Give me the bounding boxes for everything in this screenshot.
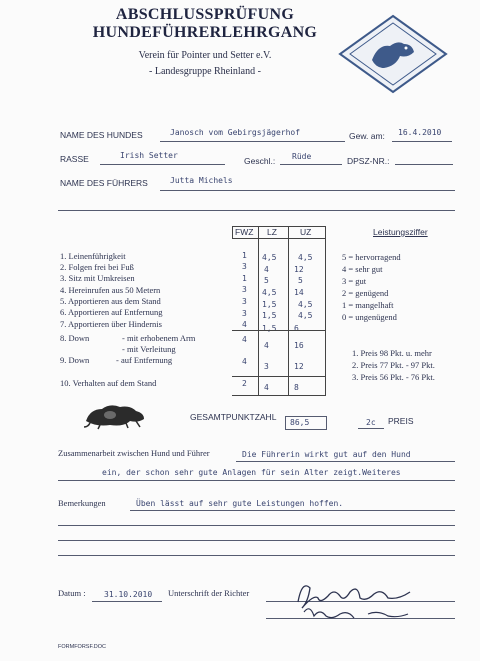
lz-cell: 4,5 [262, 288, 277, 297]
handler-name-label: NAME DES FÜHRERS [60, 178, 148, 188]
table-row: 10. Verhalten auf dem Stand [60, 378, 157, 388]
remarks-line-3 [58, 540, 455, 541]
dog-name-label: NAME DES HUNDES [60, 130, 143, 140]
sex-line [280, 164, 342, 165]
regional-group: - Landesgruppe Rheinland - [149, 66, 261, 77]
fwz-cell: 3 [242, 262, 247, 271]
cooperation-label: Zusammenarbeit zwischen Hund und Führer [58, 448, 210, 458]
prize-value: 2c [366, 418, 376, 427]
club-name: Verein für Pointer und Setter e.V. [138, 50, 272, 61]
uz-cell: 4,5 [298, 311, 313, 320]
table-row: 5. Apportieren aus dem Stand [60, 296, 161, 306]
remarks-line-4 [58, 555, 455, 556]
fwz-cell: 4 [242, 357, 247, 366]
handler-name-line [160, 190, 455, 191]
lz-cell: 1,5 [262, 311, 277, 320]
dog-illustration [80, 395, 150, 430]
fwz-cell: 1 [242, 274, 247, 283]
dpsz-label: DPSZ-NR.: [347, 156, 390, 166]
prize-legend-2: 2. Preis 77 Pkt. - 97 Pkt. [352, 360, 435, 370]
lz-cell: 4,5 [262, 253, 277, 262]
legend-item: 2 = genügend [342, 288, 389, 298]
cooperation-line-2 [58, 480, 455, 481]
table-row: 7. Apportieren über Hindernis [60, 319, 162, 329]
cooperation-text-2: ein, der schon sehr gute Anlagen für sein Alter zeigt.Weiteres [102, 468, 401, 477]
legend-item: 0 = ungenügend [342, 312, 397, 322]
table-row: 2. Folgen frei bei Fuß [60, 262, 134, 272]
uz-cell: 14 [294, 288, 304, 297]
document-subtitle-title: HUNDEFÜHRERLEHRGANG [92, 24, 318, 41]
breed-line [100, 164, 225, 165]
dpsz-line [395, 164, 453, 165]
breed-value: Irish Setter [120, 151, 178, 160]
legend-item: 3 = gut [342, 276, 367, 286]
lz-cell: 3 [264, 362, 269, 371]
form-code: FORMFORSF.DOC [58, 644, 106, 650]
fwz-cell: 3 [242, 297, 247, 306]
lz-cell: 1,5 [262, 300, 277, 309]
total-points-label: GESAMTPUNKTZAHL [190, 412, 277, 422]
lz-cell: 4 [264, 341, 269, 350]
lz-cell: 4 [264, 383, 269, 392]
fwz-cell: 2 [242, 379, 247, 388]
handler-name-value: Jutta Michels [170, 176, 233, 185]
cooperation-text-1: Die Führerin wirkt gut auf den Hund [242, 450, 411, 459]
table-row: 6. Apportieren auf Entfernung [60, 307, 163, 317]
whelped-label: Gew. am: [349, 131, 385, 141]
whelped-line [392, 141, 452, 142]
lz-cell: 4 [264, 265, 269, 274]
dog-name-value: Janosch vom Gebirgsjägerhof [170, 128, 301, 137]
remarks-text-1: Üben lässt auf sehr gute Leistungen hoffen. [136, 499, 344, 508]
fwz-cell: 4 [242, 335, 247, 344]
uz-cell: 8 [294, 383, 299, 392]
fwz-cell: 3 [242, 309, 247, 318]
sex-value: Rüde [292, 152, 312, 161]
col-lz-header: LZ [267, 227, 277, 237]
handler-extra-line [58, 210, 455, 211]
remarks-label: Bemerkungen [58, 498, 106, 508]
prize-label: PREIS [388, 416, 414, 426]
total-points-box [285, 416, 327, 430]
table-row: 1. Leinenführigkeit [60, 251, 126, 261]
date-value: 31.10.2010 [104, 590, 153, 599]
dog-name-line [160, 141, 345, 142]
fwz-cell: 1 [242, 251, 247, 260]
col-leistung-header: Leistungsziffer [373, 227, 428, 237]
date-label: Datum : [58, 588, 86, 598]
prize-legend-3: 3. Preis 56 Pkt. - 76 Pkt. [352, 372, 435, 382]
col-fwz-header: FWZ [235, 227, 254, 237]
uz-cell: 4,5 [298, 300, 313, 309]
remarks-line-2 [58, 525, 455, 526]
sex-label: Geschl.: [244, 156, 276, 166]
lz-cell: 1,5 [262, 324, 277, 333]
total-points-value: 86,5 [290, 418, 310, 427]
breed-label: RASSE [60, 154, 89, 164]
table-row: 9. Down [60, 355, 90, 365]
legend-item: 4 = sehr gut [342, 264, 383, 274]
uz-cell: 12 [294, 265, 304, 274]
cooperation-line-1 [236, 461, 455, 462]
row-sub-label: - mit Verleitung [122, 344, 176, 354]
row-sub-label: - mit erhobenem Arm [122, 333, 196, 343]
col-uz-header: UZ [300, 227, 312, 237]
table-row: 3. Sitz mit Umkreisen [60, 273, 135, 283]
document-title: ABSCHLUSSPRÜFUNG [115, 6, 295, 23]
club-logo [338, 14, 448, 94]
row-sub-label: - auf Entfernung [116, 355, 173, 365]
remarks-line-1 [130, 510, 455, 511]
lz-cell: 5 [264, 276, 269, 285]
prize-line [358, 428, 384, 429]
whelped-value: 16.4.2010 [398, 128, 442, 137]
prize-legend-1: 1. Preis 98 Pkt. u. mehr [352, 348, 432, 358]
table-row: 8. Down [60, 333, 90, 343]
uz-cell: 6 [294, 324, 299, 333]
fwz-cell: 3 [242, 285, 247, 294]
row-divider [232, 376, 326, 377]
uz-cell: 5 [298, 276, 303, 285]
fwz-cell: 4 [242, 320, 247, 329]
uz-cell: 16 [294, 341, 304, 350]
row-divider [232, 330, 326, 331]
uz-cell: 12 [294, 362, 304, 371]
uz-cell: 4,5 [298, 253, 313, 262]
table-row: 4. Hereinrufen aus 50 Metern [60, 285, 161, 295]
legend-item: 5 = hervorragend [342, 252, 401, 262]
judge-signature-label: Unterschrift der Richter [168, 588, 250, 598]
date-line [92, 601, 162, 602]
legend-item: 1 = mangelhaft [342, 300, 394, 310]
judge-signatures [288, 574, 428, 624]
